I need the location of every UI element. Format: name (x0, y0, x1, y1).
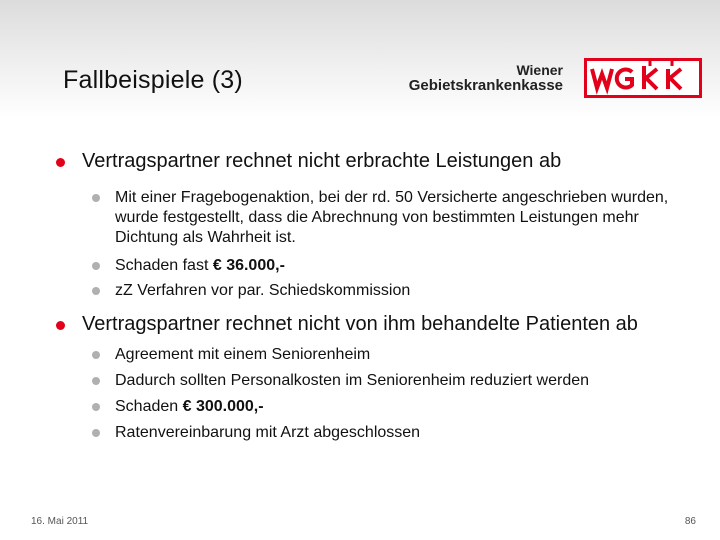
sub-bullet-text: Dadurch sollten Personalkosten im Seniorenheim reduziert werden (115, 372, 590, 389)
sub-bullet-text: Schaden (115, 398, 183, 415)
sub-bullet-dot-icon (92, 262, 100, 270)
sub-bullet-item (115, 371, 589, 391)
sub-bullet-dot-icon (92, 429, 100, 437)
sub-bullet-dot-icon (92, 403, 100, 411)
bullet-dot-icon (56, 321, 65, 330)
sub-bullet-text: Ratenvereinbarung mit Arzt abgeschlossen (115, 424, 421, 441)
slide-title: Fallbeispiele (3) (63, 66, 243, 94)
bullet-dot-icon (56, 158, 65, 167)
sub-bullet-item (115, 256, 285, 276)
sub-bullet-text: Mit einer Fragebogenaktion, bei der rd. 50 Versicherte angeschrieben wurden, wurde festgestellt, dass die Abrechnung von bestimmten Leistungen mehr Dichtung als Wahrheit ist. (115, 189, 669, 246)
sub-bullet-dot-icon (92, 287, 100, 295)
sub-bullet-dot-icon (92, 194, 100, 202)
sub-bullet-item (115, 345, 370, 365)
sub-bullet-dot-icon (92, 351, 100, 359)
logo-line-1: Wiener (516, 62, 563, 78)
sub-bullet-item (115, 397, 264, 417)
bullet-item (82, 313, 638, 336)
damage-amount: € 36.000,- (212, 257, 285, 274)
bullet-text: Vertragspartner rechnet nicht erbrachte Leistungen ab (82, 150, 562, 172)
sub-bullet-item (115, 281, 410, 301)
damage-amount: € 300.000,- (182, 398, 264, 415)
logo-line-2: Gebietskrankenkasse (408, 77, 563, 94)
sub-bullet-dot-icon (92, 377, 100, 385)
sub-bullet-text: Schaden fast (115, 257, 213, 274)
bullet-text: Vertragspartner rechnet nicht von ihm behandelte Patienten ab (82, 313, 638, 335)
sub-bullet-text: zZ Verfahren vor par. Schiedskommission (115, 282, 411, 299)
sub-bullet-text: Agreement mit einem Seniorenheim (115, 346, 371, 363)
footer-date: 16. Mai 2011 (31, 516, 89, 527)
bullet-item (82, 150, 561, 173)
sub-bullet-item (115, 188, 675, 248)
sub-bullet-item (115, 423, 420, 443)
page-number: 86 (684, 516, 696, 527)
